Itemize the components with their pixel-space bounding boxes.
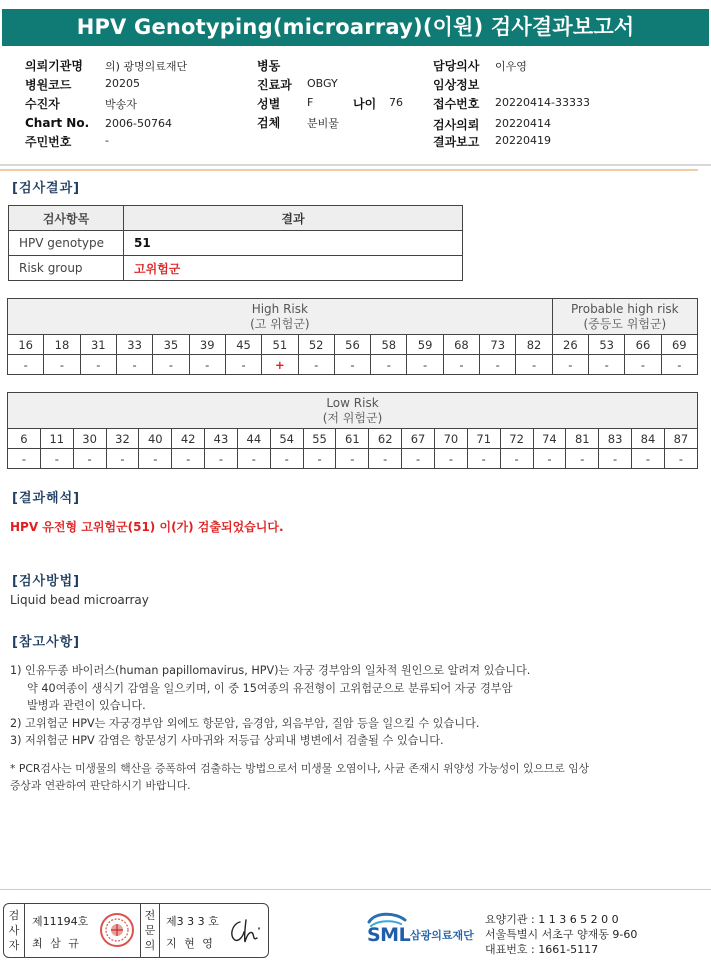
genotype-cell: 18 [44, 335, 80, 355]
info-divider [0, 164, 711, 166]
result-cell: - [80, 355, 116, 375]
result-cell: - [298, 355, 334, 375]
risk-group-label: Risk group [9, 256, 124, 281]
genotype-cell: 73 [480, 335, 516, 355]
genotype-cell: 72 [500, 429, 533, 449]
result-cell: - [153, 355, 189, 375]
result-cell: - [371, 355, 407, 375]
result-cell: - [566, 449, 599, 469]
genotype-cell: 45 [225, 335, 261, 355]
result-cell: - [303, 449, 336, 469]
request-date-value: 20220414 [495, 117, 551, 130]
method-text: Liquid bead microarray [10, 593, 149, 607]
result-cell: - [552, 355, 588, 375]
organization-info [485, 912, 637, 957]
probable-risk-header [552, 299, 697, 335]
role-label: 검사자 [8, 909, 20, 952]
result-cell: - [500, 449, 533, 469]
result-cell: - [480, 355, 516, 375]
specialist-license: 제3 3 3 호 [166, 915, 219, 928]
result-cell: - [334, 355, 370, 375]
genotype-cell: 55 [303, 429, 336, 449]
genotype-label: HPV genotype [9, 231, 124, 256]
ward-label: 병동 [257, 59, 281, 73]
low-risk-subtitle: (저 위험군) [322, 410, 383, 425]
genotype-cell: 32 [106, 429, 139, 449]
result-cell: - [189, 355, 225, 375]
patient-info [0, 55, 711, 165]
footnote-line: 증상과 연관하여 판단하시기 바랍니다. [10, 779, 191, 792]
seal-stamp-icon [99, 912, 135, 948]
genotype-cell: 68 [443, 335, 479, 355]
age-label: 나이 [353, 97, 377, 111]
examiner-name: 최 삼 규 [32, 937, 81, 950]
result-cell: - [369, 449, 402, 469]
genotype-cell: 40 [139, 429, 172, 449]
role-label: 전문의 [144, 909, 156, 952]
low-risk-title: Low Risk [326, 395, 379, 410]
requester-label: 의뢰기관명 [25, 59, 83, 73]
reference-line: 약 40여종이 생식기 감염을 일으키며, 이 중 15여종의 유전형이 고위험군으로 분류되어 자궁 경부암 [27, 681, 513, 695]
result-cell: - [205, 449, 238, 469]
result-cell: - [632, 449, 665, 469]
result-cell: - [589, 355, 625, 375]
info-divider-accent [0, 169, 698, 171]
hospital-code-label: 병원코드 [25, 78, 72, 92]
genotype-cell: 87 [664, 429, 697, 449]
interpretation-text: HPV 유전형 고위험군(51) 이(가) 검출되었습니다. [10, 520, 284, 534]
genotype-cell: 31 [80, 335, 116, 355]
genotype-cell: 51 [262, 335, 298, 355]
signature-separator [24, 904, 25, 957]
footnote-line: * PCR검사는 미생물의 핵산을 증폭하여 검출하는 방법으로서 미생물 오염이나, 사균 존재시 위양성 가능성이 있으므로 임상 [10, 762, 590, 775]
clinical-info-label: 임상정보 [433, 78, 480, 92]
result-cell: - [661, 355, 697, 375]
result-cell: - [443, 355, 479, 375]
high-risk-title: High Risk [251, 301, 308, 316]
report-date-label: 결과보고 [433, 135, 480, 149]
signature-separator [159, 904, 160, 957]
result-cell: - [73, 449, 106, 469]
genotype-cell: 54 [270, 429, 303, 449]
result-cell: - [434, 449, 467, 469]
org-phone: 대표번호 : 1661-5117 [485, 943, 599, 956]
result-cell: - [40, 449, 73, 469]
specialist-role [142, 908, 158, 953]
result-cell: - [172, 449, 205, 469]
result-cell: - [599, 449, 632, 469]
result-cell: - [625, 355, 661, 375]
risk-group-value: 고위험군 [124, 256, 463, 281]
handwritten-signature-icon [226, 916, 264, 946]
probable-risk-title: Probable high risk [571, 301, 679, 316]
reference-line: 3) 저위험군 HPV 감염은 항문성기 사마귀와 저등급 상피내 병변에서 검출될 수 있습니다. [10, 734, 444, 747]
reference-line: 2) 고위험군 HPV는 자궁경부암 외에도 항문암, 음경암, 외음부암, 질암 등을 일으킬 수 있습니다. [10, 716, 480, 730]
header-item: 검사항목 [9, 206, 124, 231]
result-cell: - [139, 449, 172, 469]
report-date-value: 20220419 [495, 134, 551, 147]
genotype-cell: 66 [625, 335, 661, 355]
age-value: 76 [389, 96, 403, 109]
sex-label: 성별 [257, 97, 281, 111]
result-cell: - [516, 355, 552, 375]
chart-no-value: 2006-50764 [105, 117, 172, 130]
result-cell: - [44, 355, 80, 375]
specimen-value: 분비물 [307, 117, 339, 130]
result-cell: + [262, 355, 298, 375]
signature-separator [140, 904, 141, 957]
genotype-cell: 42 [172, 429, 205, 449]
genotype-cell: 62 [369, 429, 402, 449]
footer-divider [0, 889, 711, 890]
result-cell: - [467, 449, 500, 469]
result-cell: - [533, 449, 566, 469]
reference-line: 발병과 관련이 있습니다. [27, 699, 146, 712]
request-date-label: 검사의뢰 [433, 118, 480, 132]
reference-list [10, 662, 530, 750]
result-cell: - [664, 449, 697, 469]
genotype-cell: 69 [661, 335, 697, 355]
chart-no-label: Chart No. [25, 116, 90, 130]
result-cell: - [116, 355, 152, 375]
section-interpretation-title: [결과해석] [12, 491, 81, 506]
report-title: HPV Genotyping(microarray)(이원) 검사결과보고서 [2, 9, 709, 46]
genotype-cell: 33 [116, 335, 152, 355]
section-method-title: [검사방법] [12, 574, 81, 589]
result-cell: - [106, 449, 139, 469]
examiner-license: 제11194호 [32, 915, 89, 928]
result-cell: - [402, 449, 435, 469]
department-label: 진료과 [257, 78, 292, 92]
result-cell: - [225, 355, 261, 375]
genotype-cell: 56 [334, 335, 370, 355]
low-risk-header [8, 393, 698, 429]
high-risk-subtitle: (고 위험군) [250, 316, 310, 331]
reception-no-value: 20220414-33333 [495, 96, 590, 109]
genotype-cell: 83 [599, 429, 632, 449]
genotype-value: 51 [124, 231, 463, 256]
section-result-title: [검사결과] [12, 181, 81, 196]
footnote [10, 760, 589, 794]
section-reference-title: [참고사항] [12, 635, 81, 650]
result-cell: - [237, 449, 270, 469]
result-cell: - [8, 355, 44, 375]
result-cell: - [270, 449, 303, 469]
genotype-cell: 30 [73, 429, 106, 449]
genotype-cell: 16 [8, 335, 44, 355]
logo-mark: SML [367, 924, 411, 946]
low-risk-table [7, 392, 698, 469]
header-result: 결과 [124, 206, 463, 231]
patient-name-label: 수진자 [25, 97, 60, 111]
genotype-cell: 59 [407, 335, 443, 355]
org-code: 요양기관 : 1 1 3 6 5 2 0 0 [485, 913, 619, 926]
doctor-value: 이우영 [495, 60, 527, 73]
logo-name: 삼광의료재단 [410, 929, 474, 942]
patient-name-value: 박송자 [105, 98, 137, 111]
genotype-cell: 53 [589, 335, 625, 355]
genotype-cell: 81 [566, 429, 599, 449]
result-cell: - [8, 449, 41, 469]
genotype-cell: 44 [237, 429, 270, 449]
high-risk-header [8, 299, 553, 335]
genotype-cell: 84 [632, 429, 665, 449]
genotype-cell: 43 [205, 429, 238, 449]
requester-value: 의) 광명의료재단 [105, 60, 188, 73]
doctor-label: 담당의사 [433, 59, 480, 73]
genotype-cell: 26 [552, 335, 588, 355]
genotype-cell: 67 [402, 429, 435, 449]
genotype-cell: 74 [533, 429, 566, 449]
genotype-cell: 70 [434, 429, 467, 449]
org-address: 서울특별시 서초구 양재동 9-60 [485, 928, 638, 941]
resident-no-value: - [105, 134, 109, 147]
specimen-label: 검체 [257, 116, 281, 130]
genotype-cell: 35 [153, 335, 189, 355]
hospital-code-value: 20205 [105, 77, 140, 90]
sml-logo [365, 910, 483, 950]
result-cell: - [407, 355, 443, 375]
genotype-cell: 52 [298, 335, 334, 355]
resident-no-label: 주민번호 [25, 135, 72, 149]
genotype-cell: 71 [467, 429, 500, 449]
examiner-role [6, 908, 22, 953]
genotype-cell: 11 [40, 429, 73, 449]
department-value: OBGY [307, 77, 338, 90]
result-table [8, 205, 463, 281]
result-cell: - [336, 449, 369, 469]
genotype-cell: 58 [371, 335, 407, 355]
signature-box [3, 903, 269, 958]
genotype-cell: 61 [336, 429, 369, 449]
high-risk-table [7, 298, 698, 375]
probable-risk-subtitle: (중등도 위험군) [583, 316, 667, 331]
reception-no-label: 접수번호 [433, 97, 480, 111]
genotype-cell: 82 [516, 335, 552, 355]
sex-value: F [307, 96, 314, 109]
genotype-cell: 6 [8, 429, 41, 449]
specialist-name: 지 현 영 [166, 937, 215, 950]
reference-line: 1) 인유두종 바이러스(human papillomavirus, HPV)는 자궁 경부암의 일차적 원인으로 알려져 있습니다. [10, 664, 531, 677]
genotype-cell: 39 [189, 335, 225, 355]
